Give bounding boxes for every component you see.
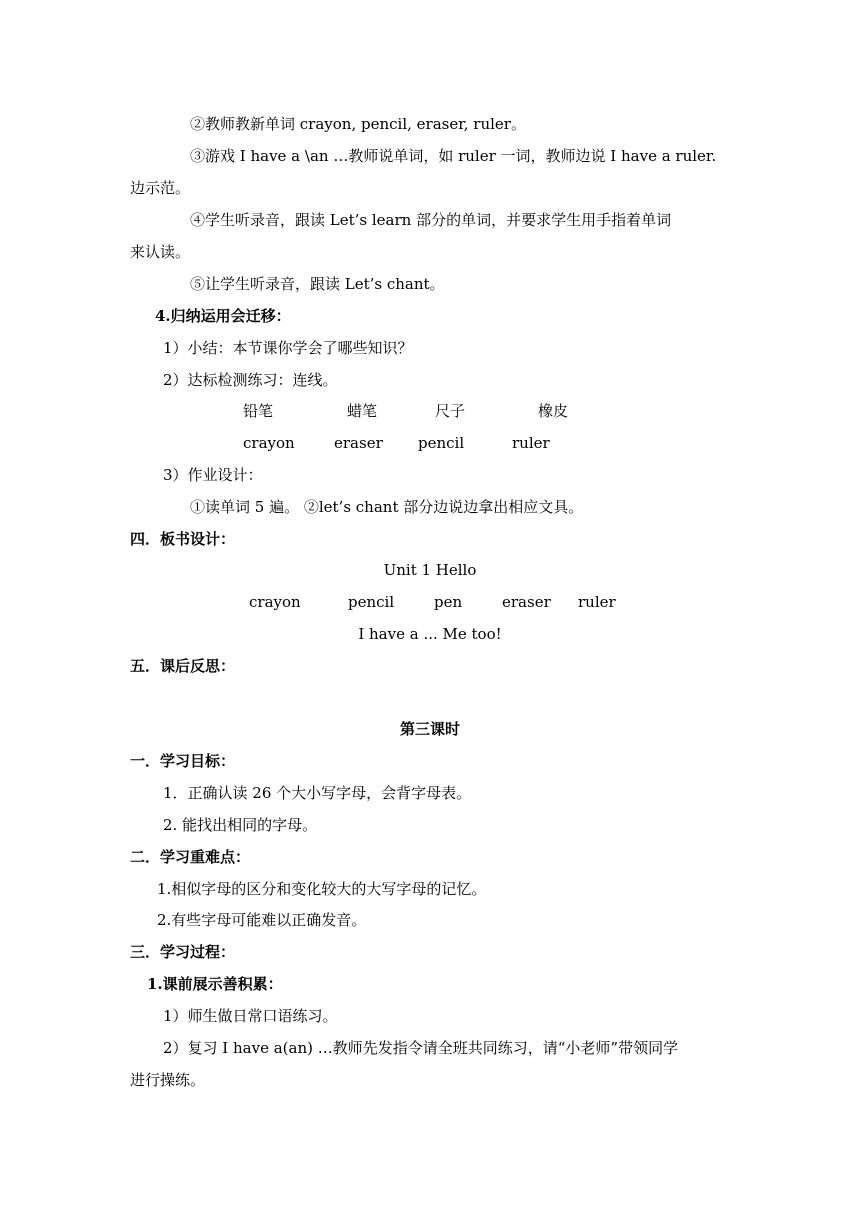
match-chinese-word: 蜡笔 <box>347 402 378 420</box>
step-4-listen-cont: 来认读。 <box>130 243 191 261</box>
objective-1: 1．正确认读 26 个大小写字母，会背字母表。 <box>163 784 472 802</box>
process-step-1-heading: 1.课前展示善积累： <box>147 975 283 993</box>
homework-heading: 3）作业设计： <box>163 466 263 484</box>
section-objectives-heading: 一．学习目标： <box>130 752 236 770</box>
summary-line: 1）小结：本节课你学会了哪些知识？ <box>163 339 413 357</box>
match-english-word: ruler <box>512 434 550 452</box>
homework-items: ①读单词 5 遍。 ②let’s chant 部分边说边拿出相应文具。 <box>190 498 584 516</box>
section-process-heading: 三．学习过程： <box>130 943 236 961</box>
board-word: pencil <box>348 593 395 611</box>
board-sentence: I have a ... Me too! <box>358 625 502 643</box>
section-4-heading: 4.归纳运用会迁移： <box>155 307 291 325</box>
board-word: ruler <box>578 593 616 611</box>
key-point-2: 2.有些字母可能难以正确发音。 <box>157 911 367 929</box>
section-reflection-heading: 五．课后反思： <box>130 657 236 675</box>
step-5-chant: ⑤让学生听录音，跟读 Let’s chant。 <box>190 275 445 293</box>
process-item-2-cont: 进行操练。 <box>130 1071 206 1089</box>
objective-2: 2. 能找出相同的字母。 <box>163 816 318 834</box>
lesson-3-title: 第三课时 <box>399 720 460 738</box>
process-item-1: 1）师生做日常口语练习。 <box>163 1007 338 1025</box>
match-chinese-word: 尺子 <box>435 402 466 420</box>
key-point-1: 1.相似字母的区分和变化较大的大写字母的记忆。 <box>157 880 487 898</box>
process-item-2: 2）复习 I have a(an) …教师先发指令请全班共同练习，请“小老师”带领同学 <box>163 1039 679 1057</box>
step-3-game: ③游戏 I have a \an …教师说单词，如 ruler 一词，教师边说 I have a ruler. <box>190 147 717 165</box>
board-word: crayon <box>249 593 301 611</box>
step-4-listen: ④学生听录音，跟读 Let’s learn 部分的单词，并要求学生用手指着单词 <box>190 211 672 229</box>
match-english-word: crayon <box>243 434 295 452</box>
match-chinese-word: 橡皮 <box>538 402 569 420</box>
board-title: Unit 1 Hello <box>383 561 477 579</box>
section-board-design-heading: 四．板书设计： <box>130 530 236 548</box>
step-2-teach-words: ②教师教新单词 crayon, pencil, eraser, ruler。 <box>190 115 526 133</box>
board-word: eraser <box>502 593 551 611</box>
match-english-word: pencil <box>418 434 465 452</box>
exercise-line: 2）达标检测练习：连线。 <box>163 371 338 389</box>
match-chinese-word: 铅笔 <box>243 402 274 420</box>
match-english-word: eraser <box>334 434 383 452</box>
board-word: pen <box>434 593 463 611</box>
section-key-points-heading: 二．学习重难点： <box>130 848 251 866</box>
step-3-game-cont: 边示范。 <box>130 179 191 197</box>
